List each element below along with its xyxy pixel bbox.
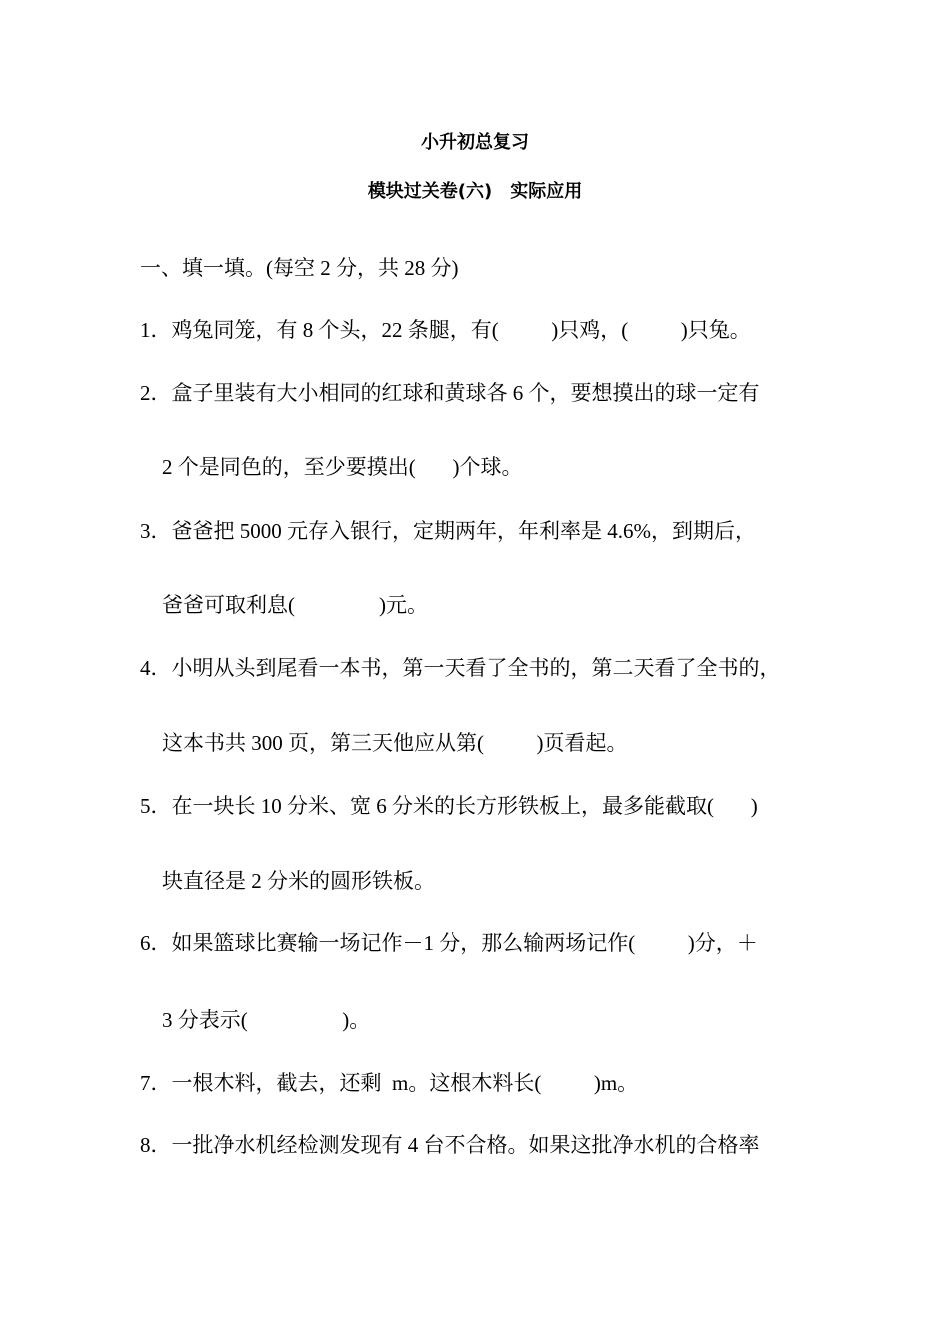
- question-5-continued: 块直径是 2 分米的圆形铁板。: [162, 869, 435, 893]
- question-6-continued: 3 分表示( )。: [162, 1008, 371, 1032]
- document-subtitle: 模块过关卷(六) 实际应用: [367, 181, 583, 202]
- question-3-continued: 爸爸可取利息( )元。: [162, 593, 428, 617]
- question-8: 8．一批净水机经检测发现有 4 台不合格。如果这批净水机的合格率: [140, 1133, 760, 1157]
- section-heading: 一、填一填。(每空 2 分，共 28 分): [140, 256, 459, 280]
- question-4-continued: 这本书共 300 页，第三天他应从第( )页看起。: [162, 731, 628, 755]
- question-2-continued: 2 个是同色的，至少要摸出( )个球。: [162, 455, 523, 479]
- document-title: 小升初总复习: [421, 132, 529, 153]
- question-3: 3．爸爸把 5000 元存入银行，定期两年，年利率是 4.6%，到期后，: [140, 519, 756, 543]
- question-5: 5．在一块长 10 分米、宽 6 分米的长方形铁板上，最多能截取( ): [140, 794, 758, 818]
- question-1: 1．鸡兔同笼，有 8 个头，22 条腿，有( )只鸡，( )只兔。: [140, 318, 751, 342]
- question-2: 2．盒子里装有大小相同的红球和黄球各 6 个，要想摸出的球一定有: [140, 381, 760, 405]
- question-7: 7．一根木料，截去，还剩 m。这根木料长( )m。: [140, 1071, 639, 1095]
- question-4: 4．小明从头到尾看一本书，第一天看了全书的，第二天看了全书的，: [140, 656, 781, 680]
- question-6: 6．如果篮球比赛输一场记作－1 分，那么输两场记作( )分，＋: [140, 931, 758, 955]
